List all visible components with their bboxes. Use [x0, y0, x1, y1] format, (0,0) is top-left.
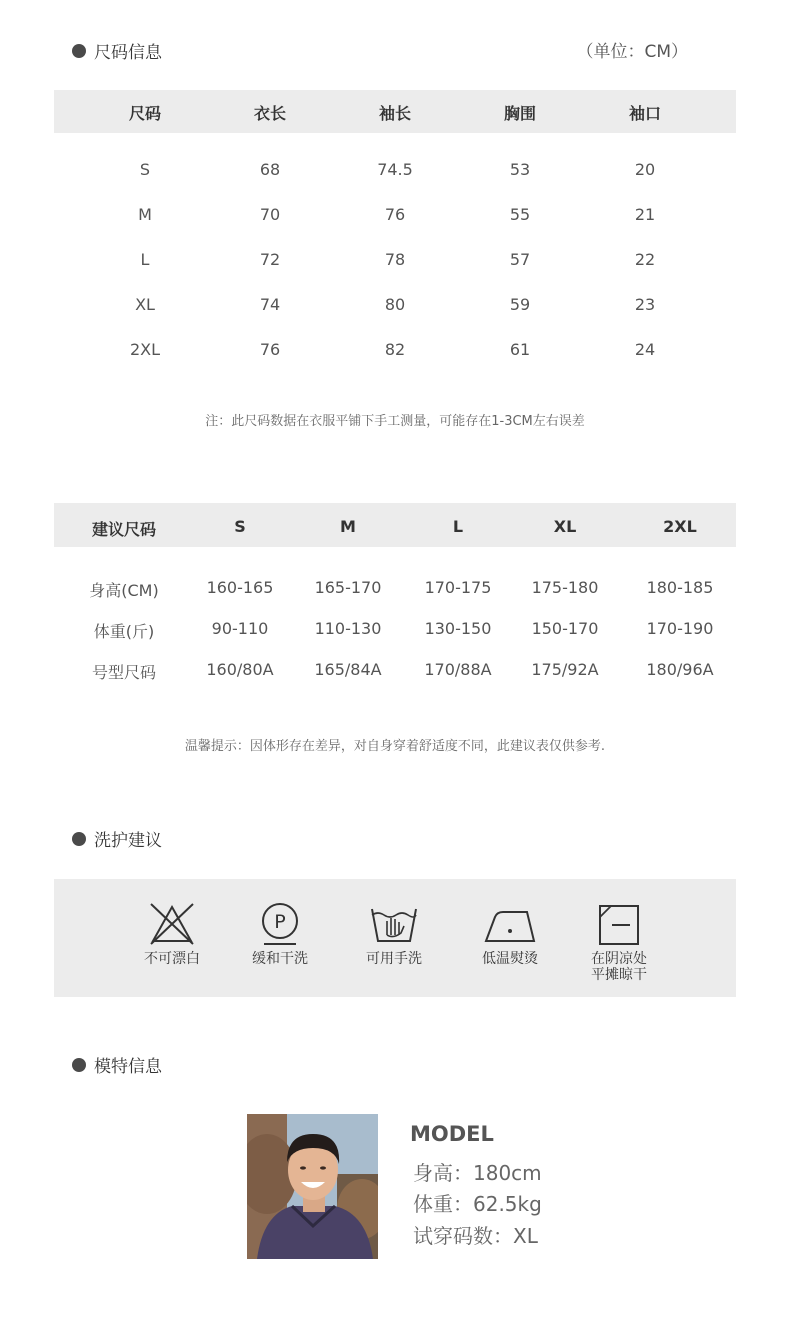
- recommend-cell: 身高(CM): [89, 581, 159, 600]
- recommend-header-cell: 2XL: [663, 517, 697, 536]
- size-cell: 76: [259, 340, 281, 359]
- model-section-title-text: 模特信息: [94, 1057, 162, 1077]
- care-label-line2: 平摊晾干: [591, 967, 647, 983]
- size-cell: 59: [509, 295, 531, 314]
- size-cell: 53: [509, 160, 531, 179]
- no-bleach-icon: [148, 901, 196, 947]
- care-item-dry-flat: [564, 903, 674, 983]
- size-cell: 80: [384, 295, 406, 314]
- recommend-cell: 170/88A: [424, 660, 492, 679]
- recommend-cell: 150-170: [531, 619, 599, 638]
- bullet-dot: [72, 832, 86, 846]
- size-cell: 70: [259, 205, 281, 224]
- size-cell: 21: [634, 205, 656, 224]
- size-cell: 20: [634, 160, 656, 179]
- care-label: 低温熨烫: [482, 951, 538, 967]
- recommend-cell: 号型尺码: [91, 663, 156, 682]
- recommend-cell: 体重(斤): [93, 622, 155, 641]
- care-section-title-text: 洗护建议: [94, 831, 162, 851]
- care-item-hand-wash: [339, 901, 449, 967]
- size-header-cell: 胸围: [503, 104, 536, 123]
- model-fit-size: 试穿码数：XL: [413, 1224, 538, 1248]
- size-header-cell: 尺码: [128, 104, 161, 123]
- bullet-dot: [72, 1058, 86, 1072]
- recommend-cell: 170-190: [646, 619, 714, 638]
- recommend-header-cell: M: [340, 517, 356, 536]
- recommend-cell: 90-110: [211, 619, 269, 638]
- recommend-cell: 165-170: [314, 578, 382, 597]
- recommend-cell: 175/92A: [531, 660, 599, 679]
- unit-label: （单位：CM）: [576, 42, 688, 62]
- recommend-cell: 170-175: [424, 578, 492, 597]
- care-item-low-iron: [455, 901, 565, 967]
- model-section-title: [72, 1052, 162, 1077]
- recommend-cell: 175-180: [531, 578, 599, 597]
- care-item-no-bleach: [117, 901, 227, 967]
- care-label-line1: 在阴凉处: [591, 951, 647, 967]
- size-cell: M: [138, 205, 152, 224]
- model-weight: 体重：62.5kg: [413, 1192, 542, 1216]
- size-cell: 57: [509, 250, 531, 269]
- care-panel: [54, 879, 736, 997]
- size-cell: 68: [259, 160, 281, 179]
- recommend-header-cell: 建议尺码: [91, 520, 156, 539]
- recommend-cell: 160/80A: [206, 660, 274, 679]
- dry-clean-p-icon: [256, 901, 304, 947]
- recommend-note: 温馨提示：因体形存在差异，对自身穿着舒适度不同，此建议表仅供参考.: [184, 739, 606, 754]
- size-section-title: [72, 38, 162, 63]
- size-header-cell: 衣长: [253, 104, 286, 123]
- svg-text:P: P: [274, 911, 286, 933]
- size-cell: 74: [259, 295, 281, 314]
- care-label: 不可漂白: [144, 951, 200, 967]
- size-section-title-text: 尺码信息: [94, 43, 162, 63]
- size-cell: L: [140, 250, 150, 269]
- recommend-cell: 180/96A: [646, 660, 714, 679]
- care-label: 可用手洗: [366, 951, 422, 967]
- care-item-dry-clean: [225, 901, 335, 967]
- size-header-cell: 袖长: [378, 104, 411, 123]
- dry-flat-shade-icon: [597, 903, 641, 947]
- size-cell: 74.5: [377, 160, 413, 179]
- size-cell: 22: [634, 250, 656, 269]
- model-height: 身高：180cm: [413, 1161, 542, 1185]
- size-cell: XL: [135, 295, 155, 314]
- hand-wash-icon: [369, 901, 419, 947]
- size-cell: 24: [634, 340, 656, 359]
- care-label: 缓和干洗: [252, 951, 308, 967]
- recommend-cell: 110-130: [314, 619, 382, 638]
- size-cell: 82: [384, 340, 406, 359]
- model-heading: MODEL: [410, 1122, 494, 1146]
- recommend-header-cell: S: [234, 517, 246, 536]
- size-cell: 78: [384, 250, 406, 269]
- size-cell: 72: [259, 250, 281, 269]
- size-cell: 23: [634, 295, 656, 314]
- size-cell: 61: [509, 340, 531, 359]
- size-cell: 2XL: [129, 340, 161, 359]
- size-note: 注：此尺码数据在衣服平铺下手工测量，可能存在1-3CM左右误差: [205, 414, 585, 429]
- recommend-cell: 130-150: [424, 619, 492, 638]
- recommend-cell: 180-185: [646, 578, 714, 597]
- size-header-cell: 袖口: [628, 104, 661, 123]
- care-label: [564, 951, 674, 983]
- recommend-cell: 165/84A: [314, 660, 382, 679]
- size-cell: 76: [384, 205, 406, 224]
- size-cell: S: [139, 160, 151, 179]
- low-iron-icon: [483, 901, 537, 947]
- model-photo: [247, 1114, 378, 1259]
- recommend-cell: 160-165: [206, 578, 274, 597]
- size-cell: 55: [509, 205, 531, 224]
- care-section-title: [72, 826, 162, 851]
- bullet-dot: [72, 44, 86, 58]
- recommend-header-cell: XL: [553, 517, 577, 536]
- recommend-header-cell: L: [452, 517, 464, 536]
